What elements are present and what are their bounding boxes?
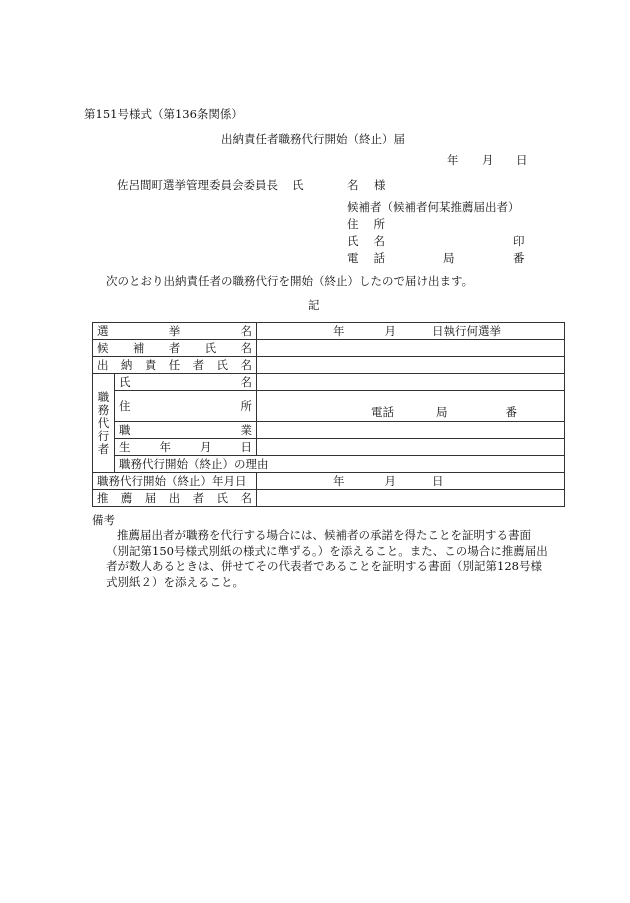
treasurer-value-cell[interactable]: [257, 357, 565, 374]
notes-heading: 備考: [92, 513, 115, 527]
label-char: 届: [144, 491, 157, 505]
label-char: 者: [192, 358, 205, 372]
table-row-candidate: [93, 340, 565, 357]
table-row-reason: [93, 456, 565, 473]
candidate-label: [93, 340, 257, 357]
table-row-election: [93, 323, 565, 340]
label-char: 薦: [120, 491, 133, 505]
agent-job-label: 職 業: [115, 422, 257, 439]
table-row-start-date: [93, 473, 565, 490]
addressee-name-label: 名: [347, 178, 359, 192]
agent-address-label: 住 所: [115, 391, 257, 422]
applicant-heading: 候補者（候補者何某推薦届出者）: [347, 200, 520, 214]
label-char: 出: [97, 358, 109, 372]
agent-birth-value-cell[interactable]: [257, 439, 565, 456]
treasurer-label-chars: [97, 358, 252, 372]
date-month: 月: [482, 153, 494, 167]
label-char: 氏: [216, 358, 229, 372]
table-row-treasurer: [93, 357, 565, 374]
form-number: 第151号様式（第136条関係）: [84, 107, 243, 121]
applicant-tel-kyoku: 局: [443, 251, 455, 265]
label-char: 出: [168, 491, 181, 505]
treasurer-label: [93, 357, 257, 374]
label-char: 補: [132, 341, 145, 355]
seal-mark: 印: [513, 234, 525, 248]
form-table: [92, 322, 565, 507]
label-char: 氏: [216, 491, 229, 505]
start-date-label: 職務代行開始（終止）年月日: [93, 473, 257, 490]
applicant-address-label: 住 所: [347, 217, 385, 231]
applicant-tel-ban: 番: [513, 251, 525, 265]
start-date-value-cell[interactable]: 年 月 日: [257, 473, 565, 490]
label-char: 選: [97, 324, 109, 338]
reason-label: 職務代行開始（終止）の理由: [115, 456, 565, 473]
election-label-chars: [97, 324, 252, 338]
recommender-label-chars: [97, 491, 252, 505]
addressee-org: 佐呂間町選挙管理委員会委員長: [117, 178, 278, 192]
label-char: 氏: [204, 341, 217, 355]
table-row-agent-name: [93, 374, 565, 391]
date-year: 年: [447, 153, 459, 167]
label-char: 者: [192, 491, 205, 505]
label-char: 名: [240, 324, 252, 338]
label-char: 名: [240, 491, 252, 505]
agent-birth-label: 生 年 月 日: [115, 439, 257, 456]
statement: 次のとおり出納責任者の職務代行を開始（終止）したので届け出ます。: [106, 274, 474, 288]
label-char: 名: [240, 341, 252, 355]
ki-mark: 記: [308, 298, 320, 312]
label-char: 推: [97, 491, 109, 505]
label-char: 納: [120, 358, 133, 372]
candidate-value-cell[interactable]: [257, 340, 565, 357]
table-row-agent-job: [93, 422, 565, 439]
election-value-cell[interactable]: 年 月 日執行何選挙: [257, 323, 565, 340]
addressee-honorific: 氏: [292, 178, 304, 192]
agent-job-value-cell[interactable]: [257, 422, 565, 439]
label-char: 責: [144, 358, 157, 372]
label-char: 任: [168, 358, 181, 372]
label-char: 名: [240, 358, 252, 372]
addressee-sama: 様: [374, 178, 386, 192]
notes-body: 推薦届出者が職務を代行する場合には、候補者の承諾を得たことを証明する書面（別記第150号様式別紙の様式に準ずる。）を添えること。また、この場合に推薦届出者が数人あるときは、併せてその代表者であることを証明する書面（別記第128号様式別紙２）を添えること。: [106, 528, 548, 589]
label-char: 候: [97, 341, 109, 355]
candidate-label-chars: [97, 341, 252, 355]
label-char: 挙: [168, 324, 181, 338]
agent-address-value-cell[interactable]: 電話 局 番: [257, 391, 565, 422]
form-title: 出納責任者職務代行開始（終止）届: [221, 132, 405, 146]
agent-name-label: 氏 名: [115, 374, 257, 391]
recommender-value-cell[interactable]: [257, 490, 565, 507]
recommender-label: [93, 490, 257, 507]
table-row-agent-address: [93, 391, 565, 422]
table-row-recommender: [93, 490, 565, 507]
applicant-tel-label: 電 話: [347, 251, 385, 265]
date-day: 日: [516, 153, 528, 167]
election-label: [93, 323, 257, 340]
agent-name-value-cell[interactable]: [257, 374, 565, 391]
table-row-agent-birth: [93, 439, 565, 456]
label-char: 者: [168, 341, 181, 355]
agent-group-label: 職務代行者: [93, 374, 115, 473]
applicant-name-label: 氏 名: [347, 234, 385, 248]
